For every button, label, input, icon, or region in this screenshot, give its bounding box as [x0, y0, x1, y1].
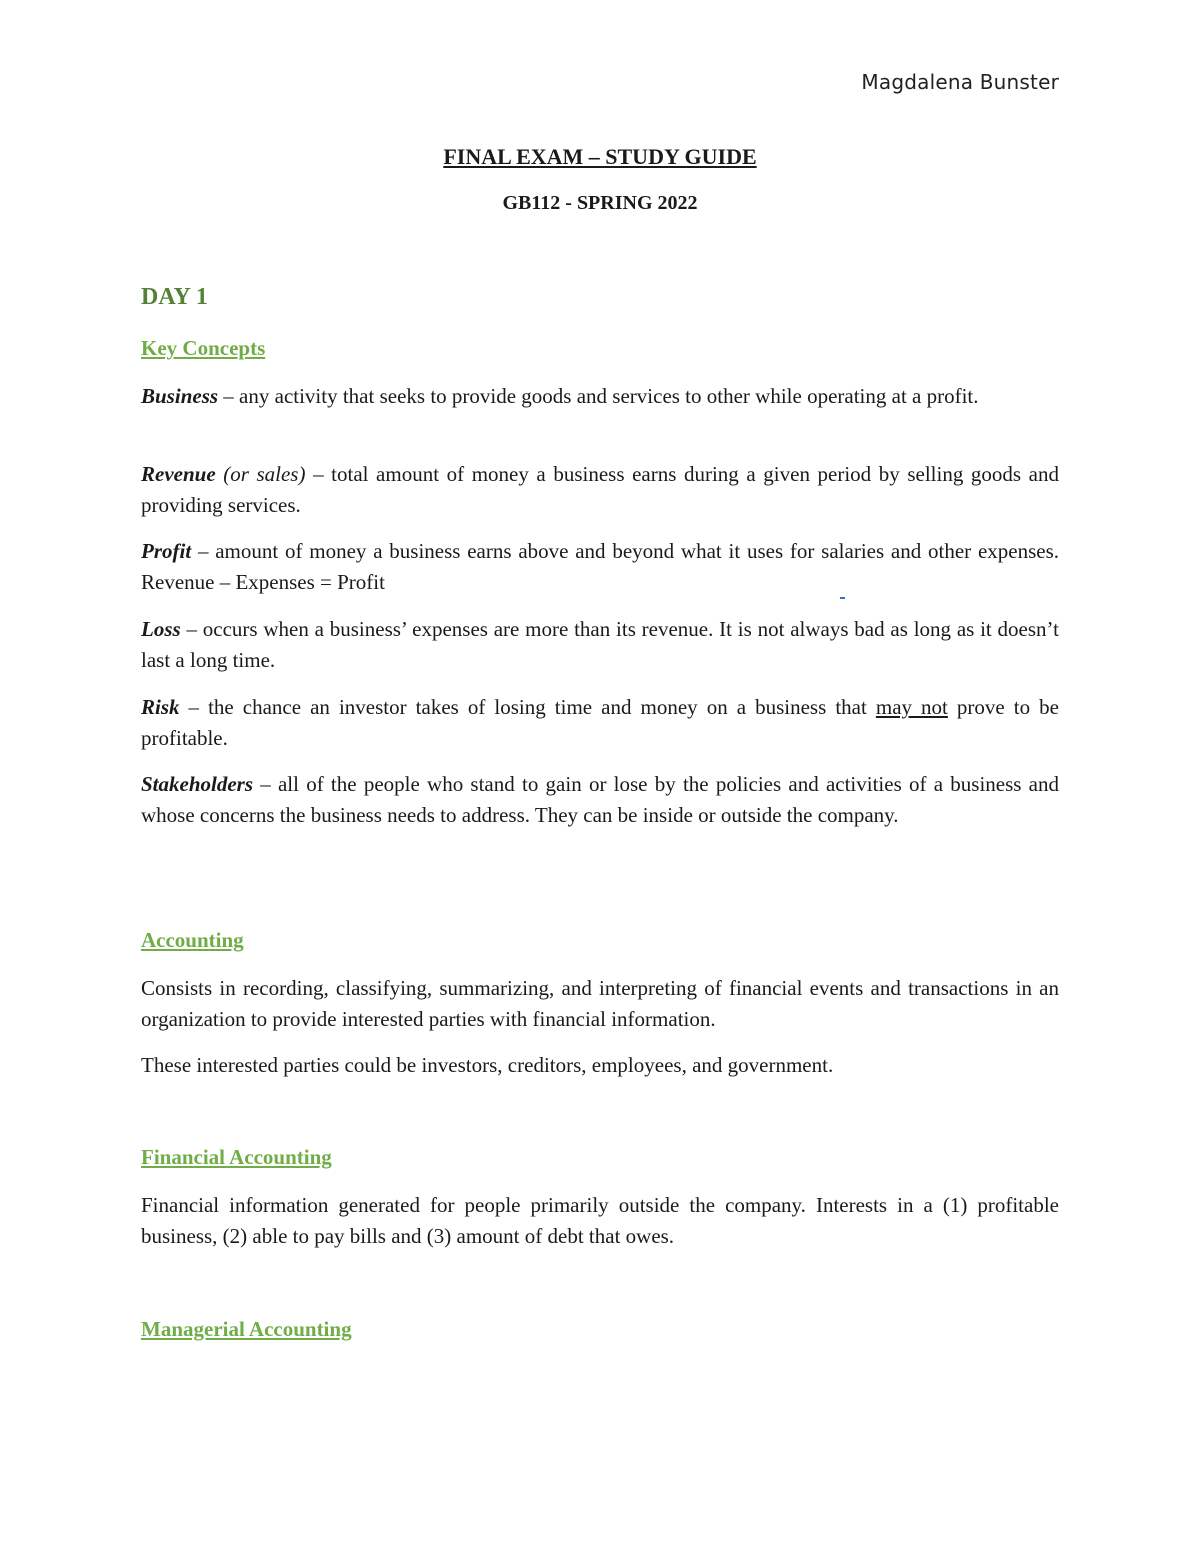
- term-label: Loss: [141, 617, 181, 641]
- accounting-paragraph-2: These interested parties could be investors, creditors, employees, and government.: [141, 1053, 834, 1077]
- accounting-paragraph-1: Consists in recording, classifying, summarizing, and interpreting of financial events and transactions in an organization to provide interested parties with financial information.: [141, 976, 1059, 1031]
- emphasis-text: may not: [875, 695, 948, 719]
- definition-revenue: [141, 459, 1059, 521]
- definition-text: – any activity that seeks to provide goods and services to other while operating at a profit.: [218, 384, 979, 408]
- definition-business: [141, 381, 1059, 412]
- definition-stakeholders: [141, 769, 1059, 831]
- definition-text: – total amount of money a business earns during a given period by selling goods and providing services.: [141, 462, 1059, 517]
- term-label: Risk: [141, 695, 180, 719]
- stray-mark: [840, 597, 845, 599]
- financial-accounting-paragraph: Financial information generated for people primarily outside the company. Interests in a (1) profitable business, (2) able to pay bills and (3) amount of debt that owes.: [141, 1193, 1059, 1248]
- term-label: Revenue: [141, 462, 216, 486]
- term-label: Business: [141, 384, 219, 408]
- definition-loss: [141, 614, 1059, 676]
- section-heading-managerial-accounting: Managerial Accounting: [141, 1317, 352, 1341]
- definition-text: – amount of money a business earns above and beyond what it uses for salaries and other expenses. Revenue – Expenses = Profit: [141, 539, 1059, 594]
- definition-text-end: prove to be profitable.: [141, 695, 1059, 750]
- day-heading: DAY 1: [141, 284, 208, 310]
- author-name: Magdalena Bunster: [861, 70, 1059, 94]
- definition-profit: [141, 536, 1059, 598]
- document-title: FINAL EXAM – STUDY GUIDE: [443, 144, 757, 169]
- term-label: Stakeholders: [141, 772, 254, 796]
- term-aside: (or sales): [215, 462, 306, 486]
- section-heading-accounting: Accounting: [141, 928, 244, 952]
- definition-text: – occurs when a business’ expenses are more than its revenue. It is not always bad as long as it doesn’t last a long time.: [141, 617, 1059, 672]
- definition-text: – all of the people who stand to gain or lose by the policies and activities of a business and whose concerns the business needs to address. They can be inside or outside the company.: [141, 772, 1059, 827]
- definition-text: – the chance an investor takes of losing time and money on a business that: [179, 695, 876, 719]
- definition-risk: [141, 692, 1059, 754]
- section-heading-financial-accounting: Financial Accounting: [141, 1145, 332, 1169]
- document-subtitle: GB112 - SPRING 2022: [502, 192, 698, 214]
- section-heading-key-concepts: Key Concepts: [141, 336, 266, 360]
- term-label: Profit: [141, 539, 192, 563]
